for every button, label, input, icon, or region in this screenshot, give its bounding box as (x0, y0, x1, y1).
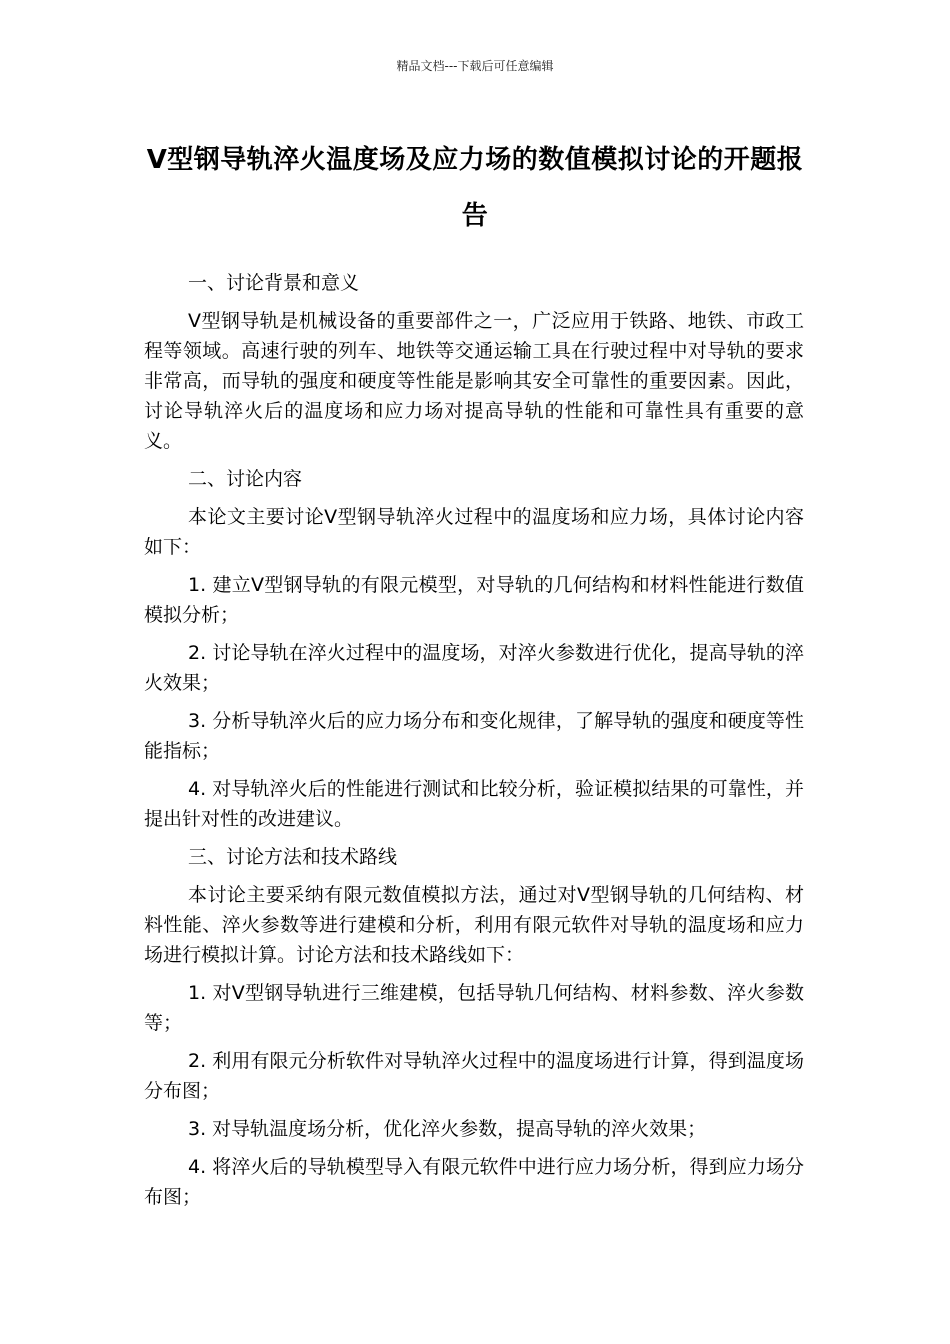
header-note: 精品文档---下载后可任意编辑 (396, 59, 554, 73)
paragraph: V型钢导轨是机械设备的重要部件之一，广泛应用于铁路、地铁、市政工程等领域。高速行驶的列车、地铁等交通运输工具在行驶过程中对导轨的要求非常高，而导轨的强度和硬度等性能是影响其安全可靠性的重要因素。因此，讨论导轨淬火后的温度场和应力场对提高导轨的性能和可靠性具有重要的意义。 (144, 310, 804, 452)
section-heading: 三、讨论方法和技术路线 (188, 846, 398, 868)
paragraph: 本论文主要讨论V型钢导轨淬火过程中的温度场和应力场，具体讨论内容如下： (144, 506, 804, 558)
list-item: 2. 讨论导轨在淬火过程中的温度场，对淬火参数进行优化，提高导轨的淬火效果； (144, 642, 804, 694)
document-title: V型钢导轨淬火温度场及应力场的数值模拟讨论的开题报告 (146, 145, 804, 231)
section-heading: 一、讨论背景和意义 (188, 272, 360, 294)
list-item: 4. 将淬火后的导轨模型导入有限元软件中进行应力场分析，得到应力场分布图； (144, 1156, 804, 1208)
list-item: 2. 利用有限元分析软件对导轨淬火过程中的温度场进行计算，得到温度场分布图； (144, 1050, 804, 1102)
list-item: 4. 对导轨淬火后的性能进行测试和比较分析，验证模拟结果的可靠性，并提出针对性的改进建议。 (144, 778, 804, 830)
paragraph: 本讨论主要采纳有限元数值模拟方法，通过对V型钢导轨的几何结构、材料性能、淬火参数等进行建模和分析，利用有限元软件对导轨的温度场和应力场进行模拟计算。讨论方法和技术路线如下： (144, 884, 804, 966)
section-heading: 二、讨论内容 (188, 468, 303, 490)
list-item: 3. 分析导轨淬火后的应力场分布和变化规律，了解导轨的强度和硬度等性能指标； (144, 710, 804, 762)
list-item: 3. 对导轨温度场分析，优化淬火参数，提高导轨的淬火效果； (188, 1118, 707, 1140)
document-body (144, 268, 804, 1220)
list-item: 1. 对V型钢导轨进行三维建模，包括导轨几何结构、材料参数、淬火参数等； (144, 982, 804, 1034)
list-item: 1. 建立V型钢导轨的有限元模型，对导轨的几何结构和材料性能进行数值模拟分析； (144, 574, 804, 626)
